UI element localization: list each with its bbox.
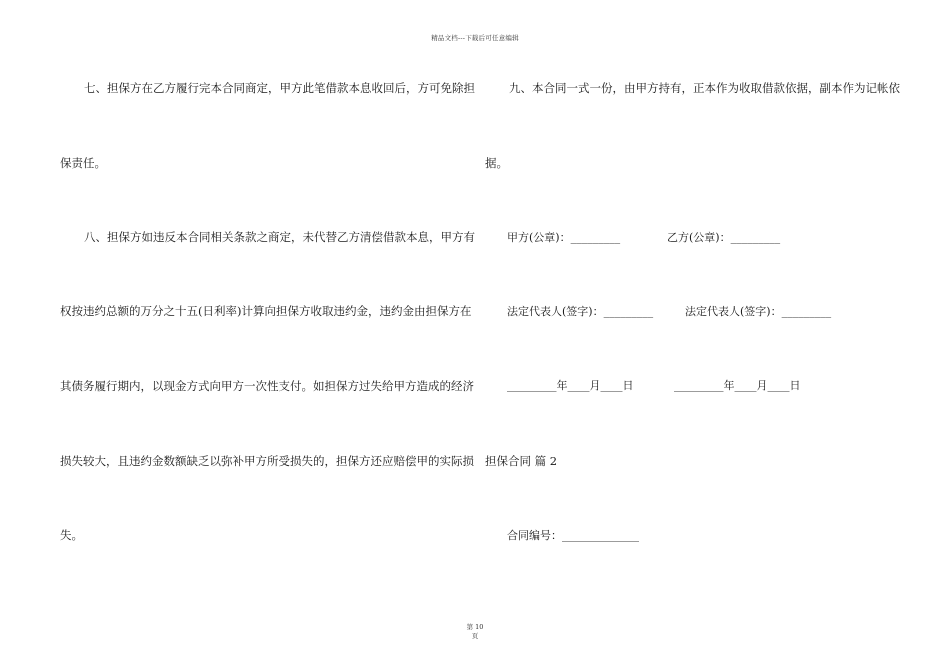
clause-eight-line-2: 权按违约总额的万分之十五(日利率)计算向担保方收取违约金，违约金由担保方在 (60, 304, 472, 318)
party-a-date: _________年____月____日 (507, 379, 634, 392)
party-b-date: _________年____月____日 (674, 379, 801, 392)
party-b-seal: 乙方(公章)：_________ (667, 231, 781, 244)
clause-eight-line-3: 其债务履行期内，以现金方式向甲方一次性支付。如担保方过失给甲方造成的经济 (60, 379, 474, 393)
clause-eight-line-1: 八、担保方如违反本合同相关条款之商定，未代替乙方清偿借款本息，甲方有 (84, 230, 475, 244)
clause-nine-line-1: 九、本合同一式一份，由甲方持有，正本作为收取借款依据，副本作为记帐依 (509, 81, 900, 95)
page-label: 第 (466, 623, 474, 631)
clause-seven-line-2: 保责任。 (60, 156, 106, 170)
clause-eight-line-5: 失。 (60, 528, 83, 542)
clause-nine-line-2: 据。 (485, 156, 508, 170)
clause-eight-line-4: 损失较大，且违约金数额缺乏以弥补甲方所受损失的，担保方还应赔偿甲的实际损 (60, 454, 474, 468)
page-header: 精品文档---下载后可任意编辑 (431, 34, 519, 42)
right-column (485, 0, 900, 672)
party-a-seal: 甲方(公章)：_________ (507, 231, 621, 244)
page-number (0, 623, 950, 632)
section-title: 担保合同 篇 2 (485, 454, 558, 468)
party-b-representative: 法定代表人(签字)：_________ (685, 305, 832, 318)
party-a-representative: 法定代表人(签字)：_________ (507, 305, 654, 318)
contract-number: 合同编号：______________ (507, 529, 639, 542)
clause-seven-line-1: 七、担保方在乙方履行完本合同商定，甲方此笔借款本息收回后，方可免除担 (84, 81, 475, 95)
page-suffix: 页 (471, 632, 479, 640)
page-number-value: 10 (475, 623, 484, 631)
